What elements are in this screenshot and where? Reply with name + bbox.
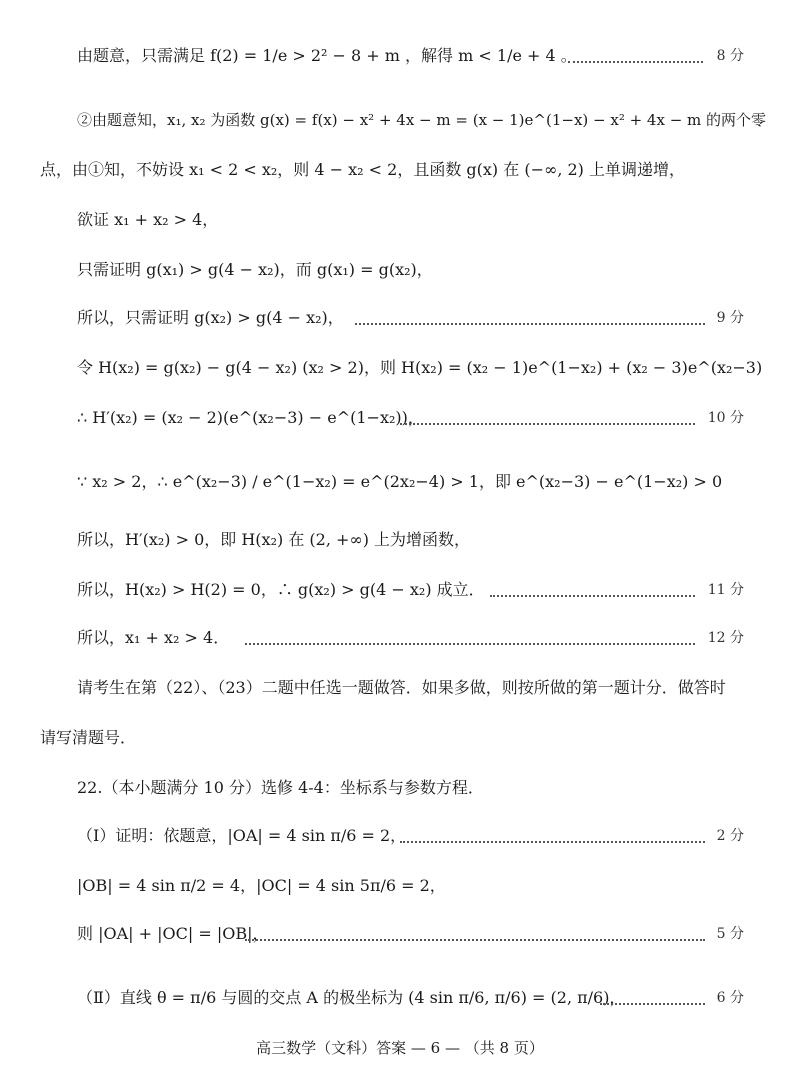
line-text: 请考生在第（22）、（23）二题中任选一题做答．如果多做，则按所做的第一题计分．做答时 (77, 678, 726, 697)
dot-leader (355, 323, 705, 325)
line-text: 请写清题号． (40, 728, 137, 747)
line-text: 所以，H(x₂) > H(2) = 0，∴ g(x₂) > g(4 − x₂) 成立． (77, 580, 485, 599)
solution-line-10 (0, 520, 800, 560)
instruction-line-1 (0, 668, 800, 708)
dot-leader (490, 595, 695, 597)
line-text: 只需证明 g(x₁) > g(4 − x₂)，而 g(x₁) = g(x₂)， (77, 260, 433, 279)
score-mark: 12 分 (707, 630, 744, 646)
score-mark: 11 分 (707, 582, 744, 598)
solution-line-2 (0, 100, 800, 140)
line-text: 所以，只需证明 g(x₂) > g(4 − x₂)， (77, 308, 344, 327)
score-mark: 9 分 (716, 310, 744, 326)
solution-line-6 (0, 298, 800, 338)
line-text: 点，由①知，不妨设 x₁ < 2 < x₂，则 4 − x₂ < 2，且函数 g(x) 在 (−∞, 2) 上单调递增， (40, 160, 686, 179)
page-footer: 高三数学（文科）答案 — 6 — （共 8 页） (256, 1039, 544, 1057)
dot-leader (245, 643, 695, 645)
line-text: （Ⅱ）直线 θ = π/6 与圆的交点 A 的极坐标为 (4 sin π/6, π/6) = (2, π/6)， (77, 988, 626, 1007)
dot-leader (568, 61, 703, 63)
dot-leader (600, 1003, 705, 1005)
solution-line-12 (0, 618, 800, 658)
solution-line-13 (0, 816, 800, 856)
solution-line-5 (0, 250, 800, 290)
solution-line-11 (0, 570, 800, 610)
dot-leader (245, 939, 705, 941)
instruction-line-2 (0, 718, 800, 758)
score-mark: 5 分 (716, 926, 744, 942)
question-heading (0, 768, 800, 808)
line-text: 欲证 x₁ + x₂ > 4， (77, 210, 219, 229)
line-text: 所以，H′(x₂) > 0，即 H(x₂) 在 (2, +∞) 上为增函数， (77, 530, 471, 549)
solution-line-3 (0, 150, 800, 190)
solution-line-1 (0, 36, 800, 76)
line-text: 所以，x₁ + x₂ > 4． (77, 628, 230, 647)
solution-line-9 (0, 462, 800, 502)
score-mark: 6 分 (716, 990, 744, 1006)
line-text: 由题意，只需满足 f(2) = 1/e > 2² − 8 + m ，解得 m < 1/e + 4 。 (77, 46, 577, 65)
dot-leader (400, 841, 705, 843)
solution-line-8 (0, 398, 800, 438)
solution-line-15 (0, 914, 800, 954)
line-text: ∴ H′(x₂) = (x₂ − 2)(e^(x₂−3) − e^(1−x₂))， (77, 408, 424, 427)
solution-line-4 (0, 200, 800, 240)
solution-line-16 (0, 978, 800, 1018)
line-text: ②由题意知，x₁, x₂ 为函数 g(x) = f(x) − x² + 4x − m = (x − 1)e^(1−x) − x² + 4x − m 的两个零 (77, 111, 767, 129)
line-text: （Ⅰ）证明：依题意，|OA| = 4 sin π/6 = 2， (77, 826, 407, 845)
line-text: 22.（本小题满分 10 分）选修 4-4：坐标系与参数方程． (77, 778, 484, 797)
solution-line-7 (0, 348, 800, 388)
score-mark: 8 分 (716, 48, 744, 64)
score-mark: 2 分 (716, 828, 744, 844)
line-text: 则 |OA| + |OC| = |OB|， (77, 924, 269, 943)
line-text: ∵ x₂ > 2，∴ e^(x₂−3) / e^(1−x₂) = e^(2x₂−4) > 1，即 e^(x₂−3) − e^(1−x₂) > 0 (77, 472, 723, 491)
line-text: |OB| = 4 sin π/2 = 4，|OC| = 4 sin 5π/6 = 2， (77, 876, 446, 895)
line-text: 令 H(x₂) = g(x₂) − g(4 − x₂) (x₂ > 2)，则 H(x₂) = (x₂ − 1)e^(1−x₂) + (x₂ − 3)e^(x₂−3) (77, 358, 763, 377)
solution-line-14 (0, 866, 800, 906)
score-mark: 10 分 (707, 410, 744, 426)
dot-leader (400, 423, 695, 425)
